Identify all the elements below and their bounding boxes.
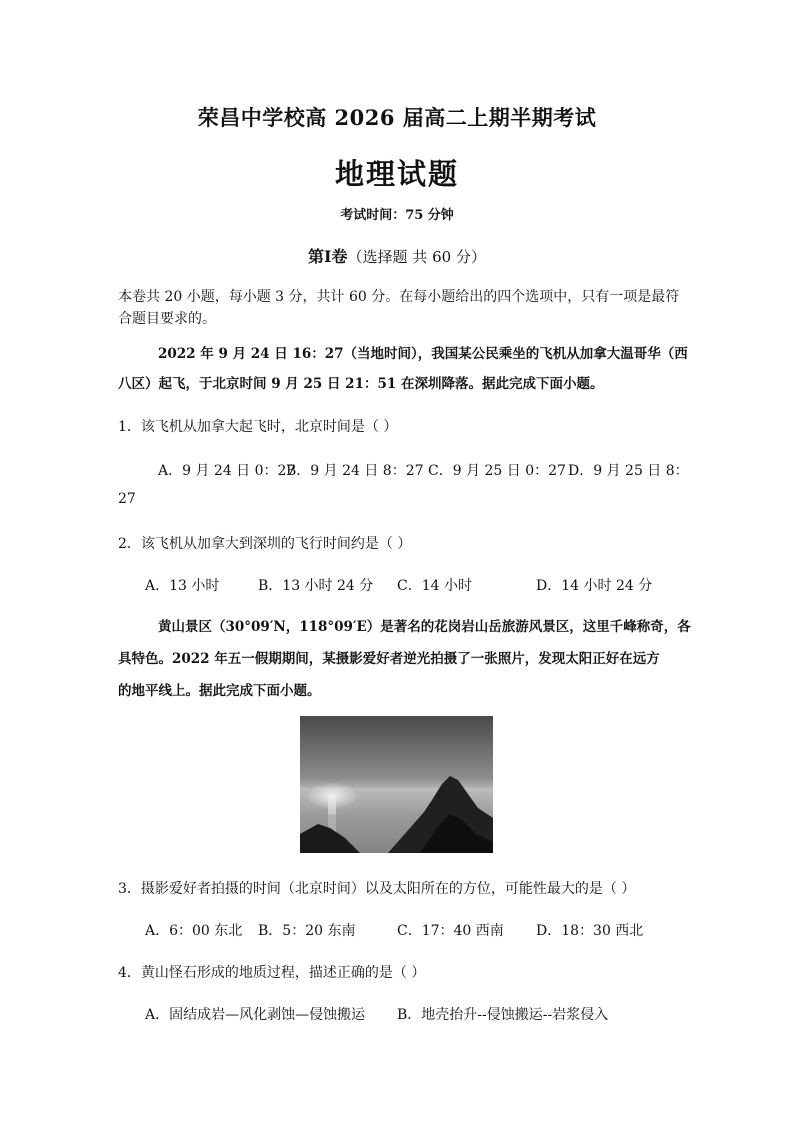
section-heading — [0, 244, 794, 267]
passage1-line-1: 2022 年 9 月 24 日 16：27（当地时间），我国某公民乘坐的飞机从加拿大温哥华（西 — [158, 346, 688, 362]
section-note: （选择题 共 60 分） — [347, 248, 486, 266]
q3-option-c: C．17：40 西南 — [397, 923, 504, 939]
q3-stem: 3．摄影爱好者拍摄的时间（北京时间）以及太阳所在的方位，可能性最大的是（ ） — [118, 881, 636, 897]
huangshan-sunrise-photo — [300, 716, 493, 853]
q3-option-a: A．6：00 东北 — [145, 923, 243, 939]
q1-option-a: A．9 月 24 日 0：27 — [158, 463, 296, 479]
passage1-line-2: 八区）起飞，于北京时间 9 月 25 日 21：51 在深圳降落。据此完成下面小题。 — [118, 376, 604, 392]
q2-option-d: D．14 小时 24 分 — [536, 578, 653, 594]
passage2-line-1: 黄山景区（30°09′N，118°09′E）是著名的花岗岩山岳旅游风景区，这里千峰称奇，各 — [158, 619, 691, 635]
exam-title: 荣昌中学校高 2026 届高二上期半期考试 — [197, 105, 597, 130]
q3-option-d: D．18：30 西北 — [536, 923, 644, 939]
instructions-line-2: 合题目要求的。 — [118, 311, 216, 327]
q4-option-a: A．固结成岩—风化剥蚀—侵蚀搬运 — [145, 1007, 366, 1023]
q2-option-c: C．14 小时 — [397, 578, 472, 594]
q1-option-b: B．9 月 24 日 8：27 — [286, 463, 424, 479]
exam-time: 考试时间：75 分钟 — [340, 208, 454, 223]
q2-option-a: A．13 小时 — [145, 578, 220, 594]
instructions-line-1: 本卷共 20 小题，每小题 3 分，共计 60 分。在每小题给出的四个选项中，只有一项是最符 — [118, 289, 680, 305]
q4-option-b: B．地壳抬升--侵蚀搬运--岩浆侵入 — [397, 1007, 609, 1023]
q2-option-b: B．13 小时 24 分 — [258, 578, 374, 594]
q1-stem: 1．该飞机从加拿大起飞时，北京时间是（ ） — [118, 419, 398, 435]
passage2-line-2: 具特色。2022 年五一假期期间，某摄影爱好者逆光拍摄了一张照片，发现太阳正好在远方 — [118, 651, 660, 667]
q4-stem: 4．黄山怪石形成的地质过程，描述正确的是（ ） — [118, 965, 426, 981]
q3-option-b: B．5：20 东南 — [258, 923, 356, 939]
subject-title: 地理试题 — [334, 157, 459, 191]
q1-option-d-wrap: 27 — [118, 491, 136, 507]
q2-stem: 2．该飞机从加拿大到深圳的飞行时间约是（ ） — [118, 536, 412, 552]
q1-option-c: C．9 月 25 日 0：27 — [428, 463, 566, 479]
passage2-line-3: 的地平线上。据此完成下面小题。 — [118, 683, 321, 699]
q1-option-d: D．9 月 25 日 8： — [568, 463, 689, 479]
section-main: 第Ⅰ卷 — [308, 247, 348, 266]
